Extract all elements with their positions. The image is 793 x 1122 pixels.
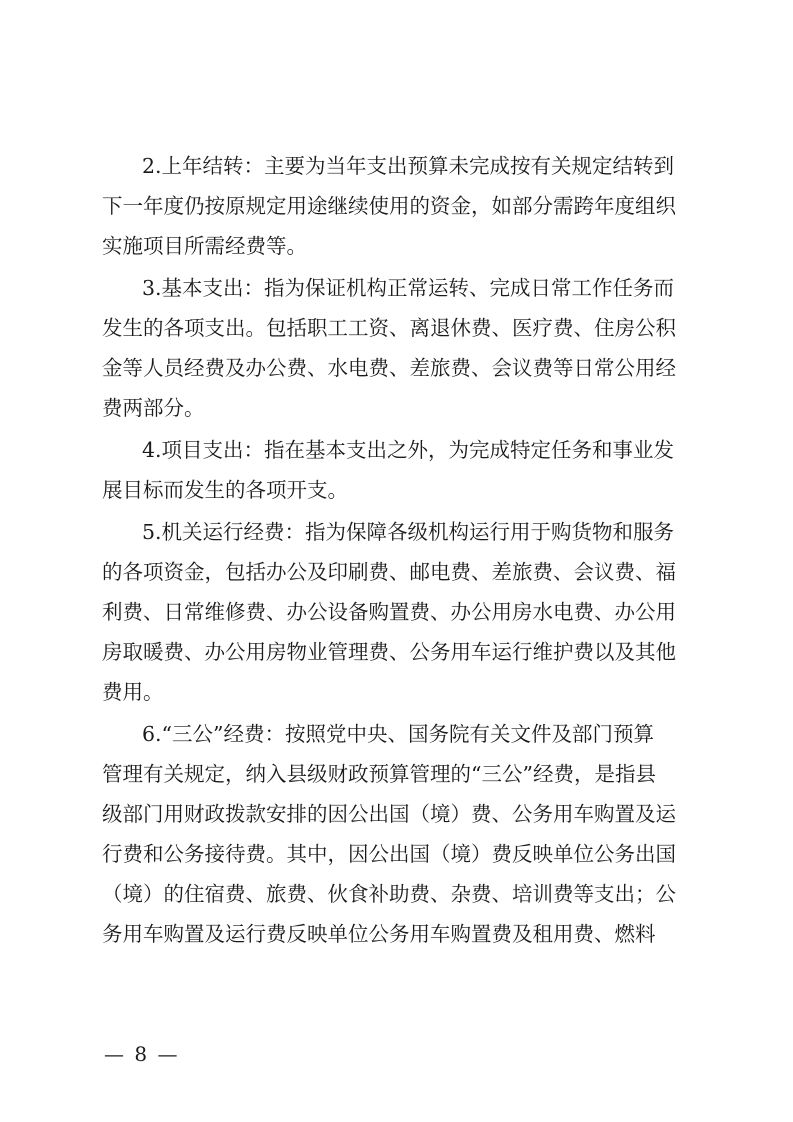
- item-5-line-4: 房取暖费、办公用房物业管理费、公务用车运行维护费以及其他: [102, 640, 676, 664]
- item-4-line-2: 展目标而发生的各项开支。: [102, 478, 348, 502]
- item-3-line-1: 3.基本支出：指为保证机构正常运转、完成日常工作任务而: [142, 276, 675, 300]
- item-5-line-5: 费用。: [102, 680, 164, 704]
- item-5-line-3: 利费、日常维修费、办公设备购置费、办公用房水电费、办公用: [102, 600, 676, 624]
- item-5-line-2: 的各项资金，包括办公及印刷费、邮电费、差旅费、会议费、福: [102, 560, 676, 584]
- item-2-line-1: 2.上年结转：主要为当年支出预算未完成按有关规定结转到: [142, 154, 675, 178]
- item-6-line-1: 6.“三公”经费：按照党中央、国务院有关文件及部门预算: [142, 722, 655, 746]
- item-3-line-2: 发生的各项支出。包括职工工资、离退休费、医疗费、住房公积: [102, 316, 676, 340]
- item-3-line-3: 金等人员经费及办公费、水电费、差旅费、会议费等日常公用经: [102, 356, 676, 380]
- item-5-line-1: 5.机关运行经费：指为保障各级机构运行用于购货物和服务: [142, 520, 675, 544]
- item-6-line-2: 管理有关规定，纳入县级财政预算管理的“三公”经费，是指县: [102, 762, 656, 786]
- item-6-line-4: 行费和公务接待费。其中，因公出国（境）费反映单位公务出国: [102, 842, 676, 866]
- item-6-line-6: 务用车购置及运行费反映单位公务用车购置费及租用费、燃料: [102, 922, 656, 946]
- item-2-line-3: 实施项目所需经费等。: [102, 234, 307, 258]
- item-3-line-4: 费两部分。: [102, 396, 205, 420]
- item-4-line-1: 4.项目支出：指在基本支出之外，为完成特定任务和事业发: [142, 438, 675, 462]
- item-6-line-3: 级部门用财政拨款安排的因公出国（境）费、公务用车购置及运: [102, 802, 676, 826]
- page-number: — 8 —: [104, 1042, 180, 1066]
- item-2-line-2: 下一年度仍按原规定用途继续使用的资金，如部分需跨年度组织: [102, 194, 676, 218]
- item-6-line-5: （境）的住宿费、旅费、伙食补助费、杂费、培训费等支出；公: [102, 882, 676, 906]
